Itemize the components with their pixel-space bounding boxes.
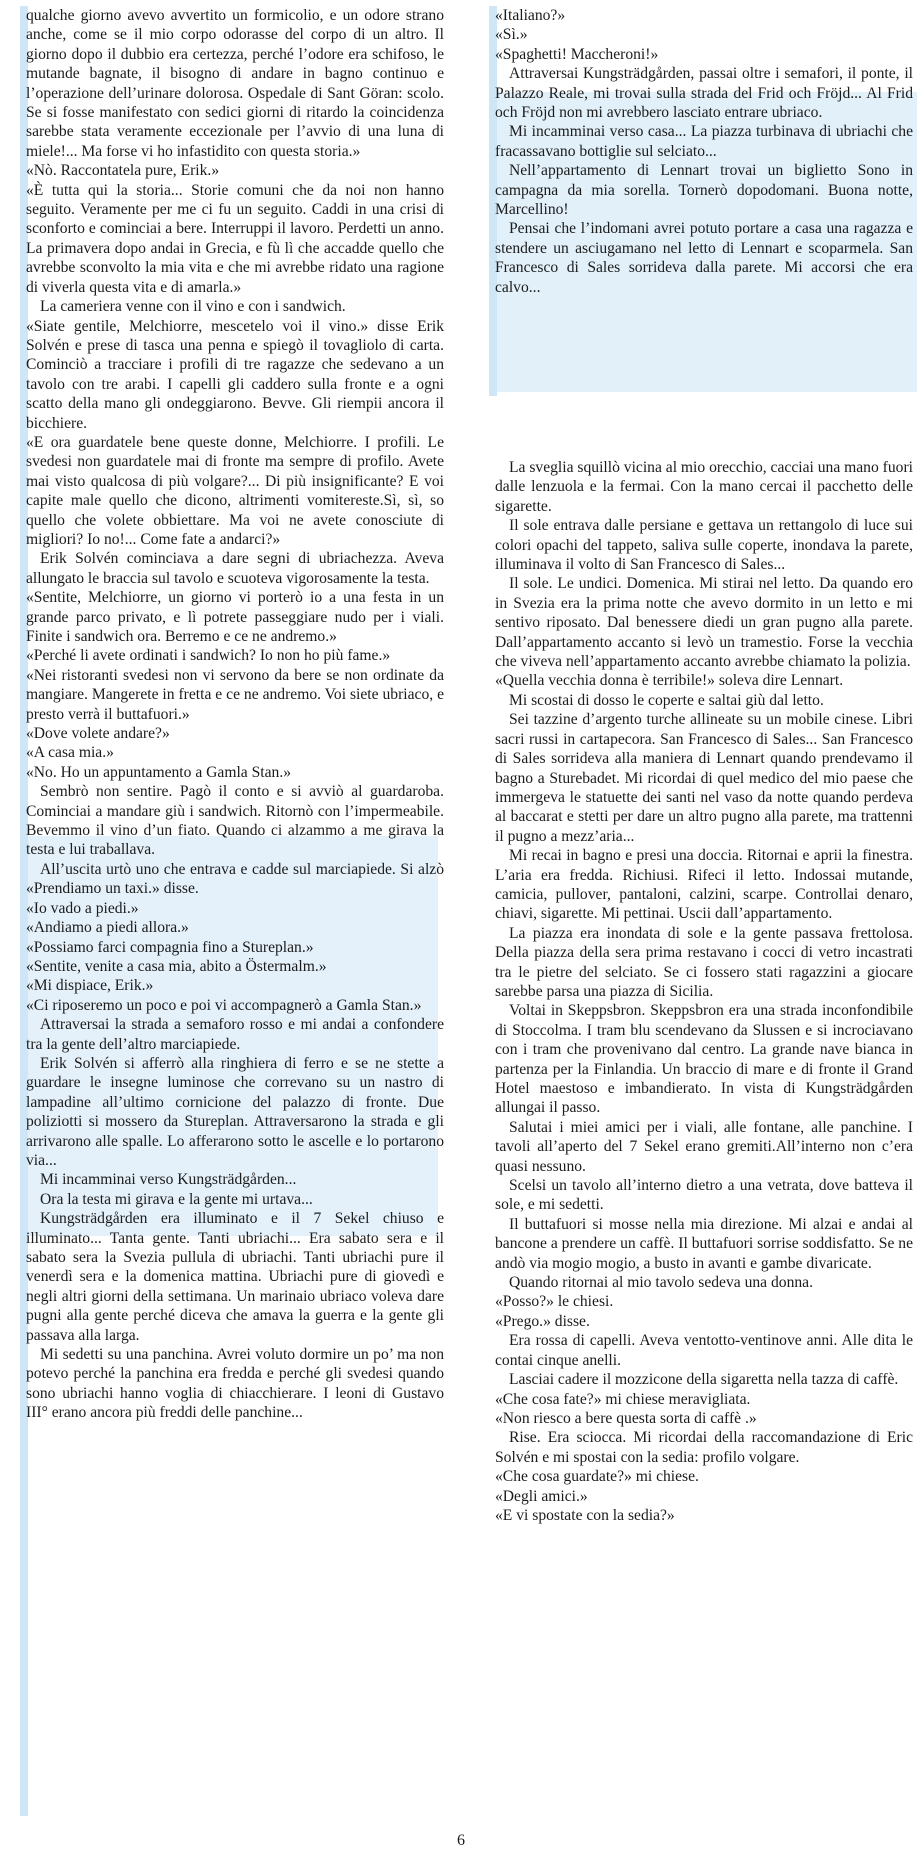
paragraph: All’uscita urtò uno che entrava e cadde sul marciapiede. Si alzò «Prendiamo un taxi.» disse. <box>26 860 444 898</box>
paragraph: La sveglia squillò vicina al mio orecchio, cacciai una mano fuori dalle lenzuola e la fermai. Con la mano cercai il pacchetto delle sigarette. <box>495 459 913 515</box>
paragraph: Mi recai in bagno e presi una doccia. Ritornai e aprii la finestra. L’aria era fredda. Richiusi. Rifeci il letto. Indossai mutande, camicia, pullover, pantaloni, calzini, scarpe. Controllai denaro, chiavi, sigarette. Mi pettinai. Uscii dall’appartamento. <box>495 847 913 923</box>
paragraph: Mi sedetti su una panchina. Avrei voluto dormire un po’ ma non potevo perché la panchina era fredda e perché gli svedesi quando sono ubriachi hanno voglia di chiacchierare. I leoni di Gustavo III° erano ancora più freddi delle panchine... <box>26 1346 444 1422</box>
paragraph: Sembrò non sentire. Pagò il conto e si avviò al guardaroba. Cominciai a mandare giù i sandwich. Ritornò con l’impermeabile. Bevemmo il vino d’un fiato. Quando ci alzammo a me girava la testa e lui traballava. <box>26 783 444 859</box>
paragraph: «Quella vecchia donna è terribile!» soleva dire Lennart. <box>495 672 844 690</box>
paragraph: Il sole. Le undici. Domenica. Mi stirai nel letto. Da quando ero in Svezia era la prima notte che avevo dormito in un letto e mi sentivo riposato. Dal benessere diedi un gran pugno alla parete. Dall’appartamento accanto si levò un tramestio. Forse la vecchia che viveva nell’appartamento accanto avrebbe chiamato la polizia. <box>495 575 913 671</box>
paragraph: La cameriera venne con il vino e con i sandwich. <box>40 298 346 316</box>
paragraph: «Nei ristoranti svedesi non vi servono da bere se non ordinate da mangiare. Mangerete in fretta e ce ne andremo. Voi siete ubriaco, e presto verrà il buttafuori.» <box>26 666 444 723</box>
paragraph: Mi incamminai verso Kungsträdgården... <box>40 1171 297 1189</box>
paragraph: Erik Solvén si afferrò alla ringhiera di ferro e se ne stette a guardare le insegne luminose che correvano su un nastro di lampadine all’ultimo cornicione del palazzo di fronte. Due poliziotti si mossero da Stureplan. Attraversarono la strada e gli arrivarono alle spalle. Lo afferarono sotto le ascelle e lo portarono via... <box>26 1054 444 1169</box>
paragraph: «Che cosa fate?» mi chiese meravigliata. <box>495 1390 751 1408</box>
paragraph: «Andiamo a piedi allora.» <box>26 919 189 937</box>
paragraph: «Italiano?» <box>495 7 566 24</box>
paragraph: Pensai che l’indomani avrei potuto portare a casa una ragazza e stendere un asciugamano nel letto di Lennart e scoparmela. San Francesco di Sales sorrideva dalla parete. Mi accorsi che era calvo... <box>495 220 913 296</box>
paragraph: Salutai i miei amici per i viali, alle fontane, alle panchine. I tavoli all’aperto del 7 Sekel erano gremiti.All’interno non c’era quasi nessuno. <box>495 1118 913 1175</box>
paragraph: «Sentite, Melchiorre, un giorno vi porterò io a una festa in un grande parco privato, e lì potrete passeggiare nudo per i viali. Finite i sandwich ora. Berremo e ce ne andremo.» <box>26 589 444 645</box>
paragraph: «Sì.» <box>495 26 528 44</box>
paragraph: «Dove volete andare?» <box>26 725 170 743</box>
paragraph: Scelsi un tavolo all’interno dietro a una vetrata, dove batteva il sole, e mi sedetti. <box>495 1177 913 1214</box>
paragraph: Quando ritornai al mio tavolo sedeva una donna. <box>509 1274 813 1292</box>
paragraph: Ora la testa mi girava e la gente mi urtava... <box>40 1190 313 1208</box>
paragraph: Era rossa di capelli. Aveva ventotto-ventinove anni. Alle dita le contai cinque anelli. <box>495 1332 913 1369</box>
paragraph: Kungsträdgården era illuminato e il 7 Sekel chiuso e illuminato... Tanta gente. Tanti ubriachi... Era sabato sera e il sabato sera la Svezia pullula di ubriachi. Tanti ubriachi pure il venerdì sera e la domenica mattina. Ubriachi pure di giovedì e negli altri giorni della settimana. Un marinaio ubriaco voleva dare pugni alla gente perché diceva che amava la guerra e la gente gli passava alla larga. <box>26 1210 444 1344</box>
paragraph: «Spaghetti! Maccheroni!» <box>495 45 659 63</box>
paragraph: Attraversai Kungsträdgården, passai oltre i semafori, il ponte, il Palazzo Reale, mi trovai sulla strada del Frid och Fröjd... Al Frid och Fröjd non mi avrebbero lasciato entrare ubriaco. <box>495 65 913 122</box>
paragraph: «Posso?» le chiesi. <box>495 1293 614 1311</box>
paragraph: Rise. Era sciocca. Mi ricordai della raccomandazione di Eric Solvén e mi spostai con la sedia: profilo volgare. <box>495 1429 913 1466</box>
paragraph: qualche giorno avevo avvertito un formicolio, e un odore strano anche, come se il mio corpo odorasse del corpo di un altro. Il giorno dopo il dubbio era certezza, perché l’odore era schifoso, le mutande bagnate, il bisogno di andare in bagno continuo e l’operazione dell’urinare dolorosa. Ospedale di Sant Göran: scolo. Se si fosse manifestato con sedici giorni di ritardo la coincidenza sarebbe stata veramente eccezionale per l’avvio di una luna di miele!... Ma forse vi ho infastidito con questa storia.» <box>26 7 444 160</box>
paragraph: «Non riesco a bere questa sorta di caffè .» <box>495 1409 757 1427</box>
paragraph: Attraversai la strada a semaforo rosso e mi andai a confondere tra la gente dell’altro marciapiede. <box>26 1016 444 1053</box>
paragraph: Il buttafuori si mosse nella mia direzione. Mi alzai e andai al bancone a prendere un caffè. Il buttafuori sorrise soddisfatto. Se ne andò via mogio mogio, a busto in avanti e gambe divaricate. <box>495 1215 913 1272</box>
paragraph: Nell’appartamento di Lennart trovai un biglietto Sono in campagna da mia sorella. Tornerò dopodomani. Buona notte, Marcellino! <box>495 162 913 219</box>
paragraph: «Prego.» disse. <box>495 1312 590 1330</box>
paragraph: «È tutta qui la storia... Storie comuni che da noi non hanno seguito. Veramente per me ci fu un seguito. Caddi in una crisi di sconforto e cominciai a bere. Interruppi il lavoro. Perdetti un anno. La primavera dopo andai in Grecia, e fù lì che accadde quello che avrebbe sconvolto la mia vita e che mi avrebbe ridato una ragione di viverla questa vita e di amarla.» <box>26 181 444 296</box>
paragraph: «E ora guardatele bene queste donne, Melchiorre. I profili. Le svedesi non guardatele mai di fronte ma sempre di profilo. Avete mai visto qualcosa di più volgare?... Di più insignificante? E voi capite male quello che dicono, altrimenti vomitereste.Sì, sì, so quello che volete obbiettare. Ma voi ne avete conosciute di migliori? Io no!... Come fate a andarci?» <box>26 433 444 548</box>
right-column-bottom <box>495 458 913 1525</box>
paragraph: Erik Solvén cominciava a dare segni di ubriachezza. Aveva allungato le braccia sul tavolo e scuoteva vigorosamente la testa. <box>26 550 444 587</box>
paragraph: Lasciai cadere il mozzicone della sigaretta nella tazza di caffè. <box>509 1371 899 1389</box>
right-column-top <box>495 6 913 297</box>
paragraph: Sei tazzine d’argento turche allineate su un mobile cinese. Libri sacri russi in cartapecora. San Francesco di Sales... San Francesco di Sales sorrideva alla maniera di Lennart quando prendevamo il bagno a Sturebadet. Mi ricordai di quel medico del mio paese che immergeva le statuette dei santi nel vaso da notte quando perdeva al baccarat e stetti per dare un altro pugno alla parete, ma trattenni il pugno a mezz’aria... <box>495 711 913 845</box>
paragraph: Il sole entrava dalle persiane e gettava un rettangolo di luce sui colori opachi del tappeto, saliva sulle coperte, inondava la parete, illuminava il volto di San Francesco di Sales... <box>495 517 913 574</box>
page-number: 6 <box>457 1832 465 1849</box>
paragraph: «Mi dispiace, Erik.» <box>26 977 154 995</box>
paragraph: «Possiamo farci compagnia fino a Stureplan.» <box>26 938 314 956</box>
paragraph: Mi scostai di dosso le coperte e saltai giù dal letto. <box>509 691 824 709</box>
paragraph: «Che cosa guardate?» mi chiese. <box>495 1468 699 1486</box>
paragraph: «Io vado a piedi.» <box>26 899 139 917</box>
paragraph: «E vi spostate con la sedia?» <box>495 1506 675 1524</box>
paragraph: Voltai in Skeppsbron. Skeppsbron era una strada inconfondibile di Stoccolma. I tram blu scendevano da Slussen e si incrociavano con i tram che provenivano dal centro. La grande nave bianca in partenza per la Finlandia. Un braccio di mare e di fronte il Grand Hotel maestoso e imbandierato. In vista di Kungsträdgården allungai il passo. <box>495 1002 913 1117</box>
paragraph: «Siate gentile, Melchiorre, mescetelo voi il vino.» disse Erik Solvén e prese di tasca una penna e spiegò il tovagliolo di carta. Cominciò a tracciare i profili di tre ragazze che sedevano a un tavolo con tre arabi. I capelli gli caddero sulla fronte e a ogni scatto della mano gli ondeggiarono. Bevve. Gli riempii ancora il bicchiere. <box>26 317 444 432</box>
left-column <box>26 6 444 1423</box>
paragraph: La piazza era inondata di sole e la gente passava frettolosa. Della piazza della sera prima restavano i cocci di vetro incastrati tra le pietre del selciato. Se ci fossero stati ragazzini a giocare sarebbe parsa una piazza di Sicilia. <box>495 924 913 1000</box>
paragraph: «Ci riposeremo un poco e poi vi accompagnerò a Gamla Stan.» <box>26 996 422 1014</box>
paragraph: «A casa mia.» <box>26 744 114 762</box>
paragraph: «Sentite, venite a casa mia, abito a Östermalm.» <box>26 957 327 975</box>
paragraph: «No. Ho un appuntamento a Gamla Stan.» <box>26 763 292 781</box>
paragraph: Mi incamminai verso casa... La piazza turbinava di ubriachi che fracassavano bottiglie sul selciato... <box>495 123 913 160</box>
paragraph: «Nò. Raccontatela pure, Erik.» <box>26 162 220 180</box>
paragraph: «Degli amici.» <box>495 1487 588 1505</box>
paragraph: «Perché li avete ordinati i sandwich? Io non ho più fame.» <box>26 647 391 665</box>
